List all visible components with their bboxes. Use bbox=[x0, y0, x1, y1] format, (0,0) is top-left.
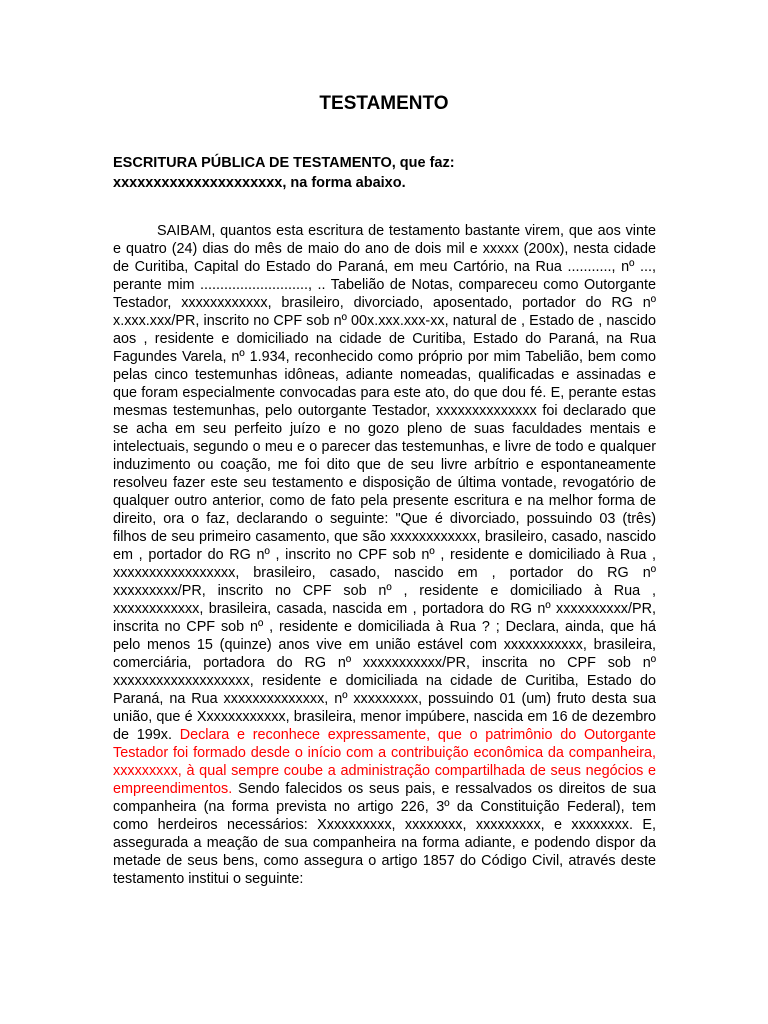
body-text-highlighted: Declara e reconhece expressamente, que o patrimônio do Outorgante Testador foi formado desde o início com a contribuição econômica da companheira, xxxxxxxxx, à qual sempre coube a administração compartilhada de seus negócios e empreendimentos. bbox=[113, 727, 656, 797]
subtitle-line-2: xxxxxxxxxxxxxxxxxxxxx, na forma abaixo. bbox=[113, 175, 406, 191]
subtitle-line-1: ESCRITURA PÚBLICA DE TESTAMENTO, que faz: bbox=[113, 155, 455, 171]
document-title: TESTAMENTO bbox=[319, 93, 449, 114]
body-text-before: SAIBAM, quantos esta escritura de testamento bastante virem, que aos vinte e quatro (24) dias do mês de maio do ano de dois mil e xxxxx (200x), nesta cidade de Curitiba, Capital do Estado do Paraná, em meu Cartório, na Rua ..........., nº ..., perante mim ..........................., .. Tabelião de Notas, compareceu como Outorgante Testador, xxxxxxxxxxxx, brasileiro, divorciado, aposentado, portador do RG nº x.xxx.xxx/PR, inscrito no CPF sob nº 00x.xxx.xxx-xx, natural de , Estado de , nascido aos , residente e domiciliado na cidade de Curitiba, Estado do Paraná, na Rua Fagundes Varela, nº 1.934, reconhecido como próprio por mim Tabelião, bem como pelas cinco testemunhas idôneas, adiante nomeadas, qualificadas e assinadas e que foram especialmente convocadas para este ato, do que dou fé. E, perante estas mesmas testemunhas, pelo outorgante Testador, xxxxxxxxxxxxxx foi declarado que se acha em seu perfeito juízo e no gozo pleno de suas faculdades mentais e intelectuais, segundo o meu e o parecer das testemunhas, e livre de todo e qualquer induzimento ou coação, me foi dito que de seu livre arbítrio e espontaneamente resolveu fazer este seu testamento e disposição de última vontade, revogatório de qualquer outro anterior, como de fato pela presente escritura e na melhor forma de direito, ora o faz, declarando o seguinte: "Que é divorciado, possuindo 03 (três) filhos de seu primeiro casamento, que são xxxxxxxxxxxx, brasileiro, casado, nascido em , portador do RG nº , inscrito no CPF sob nº , residente e domiciliado à Rua , xxxxxxxxxxxxxxxxx, brasileiro, casado, nascido em , portador do RG nº xxxxxxxxx/PR, inscrito no CPF sob nº , residente e domiciliado à Rua , xxxxxxxxxxxx, brasileira, casada, nascida em , portadora do RG nº xxxxxxxxxx/PR, inscrita no CPF sob nº , residente e domiciliada à Rua ? ; Declara, ainda, que há pelo menos 15 (quinze) anos vive em união estável com xxxxxxxxxxx, brasileira, comerciária, portadora do RG nº xxxxxxxxxxx/PR, inscrita no CPF sob nº xxxxxxxxxxxxxxxxxxx, residente e domiciliada na cidade de Curitiba, Estado do Paraná, na Rua xxxxxxxxxxxxxx, nº xxxxxxxxx, possuindo 01 (um) fruto desta sua união, que é Xxxxxxxxxxxx, brasileira, menor impúbere, nascida em 16 de dezembro de 199x. bbox=[113, 223, 656, 743]
document-subtitle bbox=[113, 153, 673, 193]
body-text-after: Sendo falecidos os seus pais, e ressalvados os direitos de sua companheira (na forma prevista no artigo 226, 3º da Constituição Federal), tem como herdeiros necessários: Xxxxxxxxxx, xxxxxxxx, xxxxxxxxx, e xxxxxxxx. E, assegurada a meação de sua companheira na forma adiante, e podendo dispor da metade de seus bens, como assegura o artigo 1857 do Código Civil, através deste testamento institui o seguinte: bbox=[113, 781, 656, 887]
testament-body-paragraph bbox=[113, 222, 656, 888]
